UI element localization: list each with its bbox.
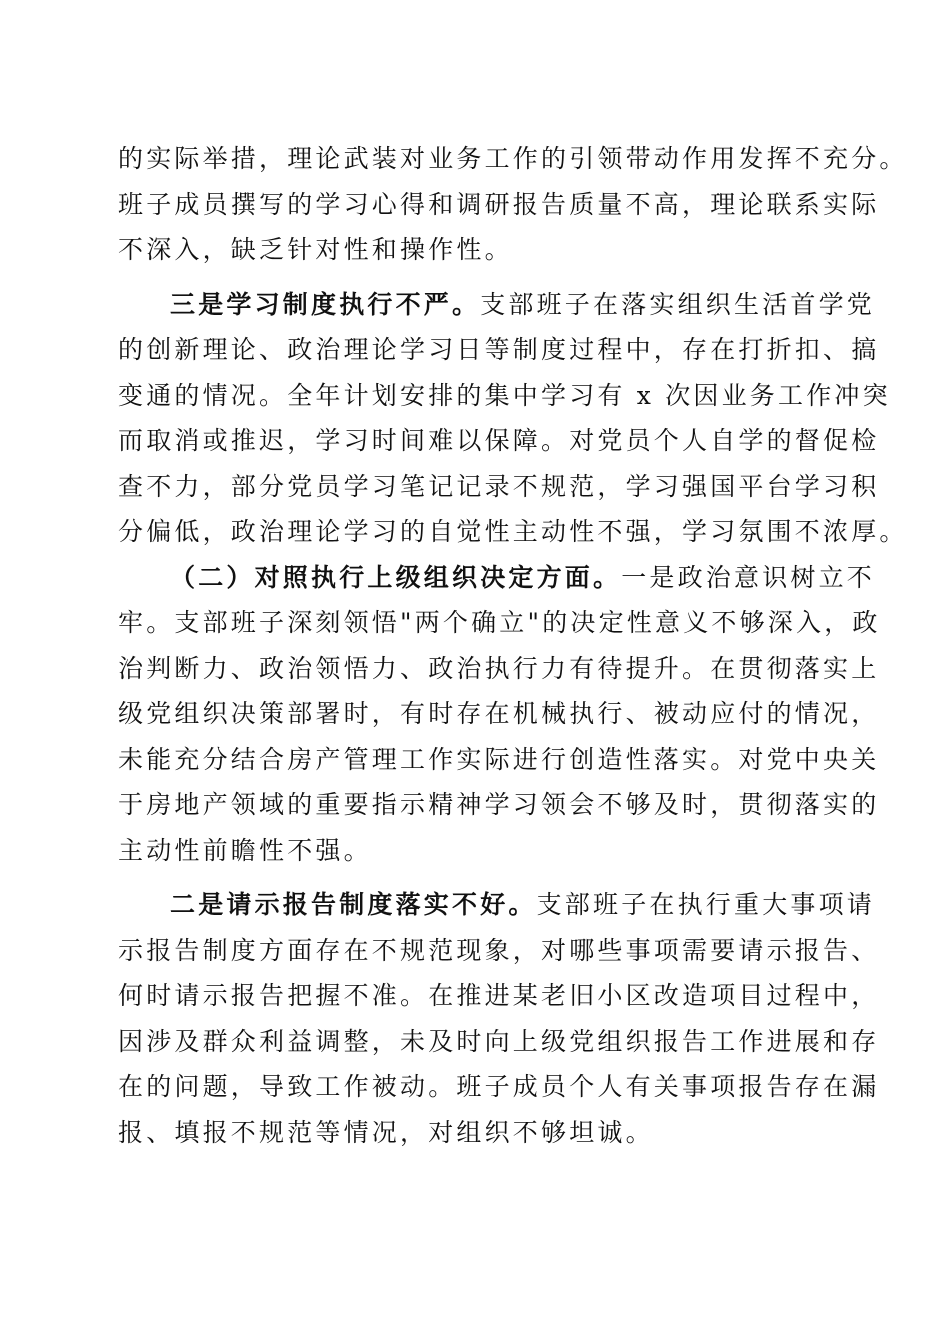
text-line: 治判断力、政治领悟力、政治执行力有待提升。在贯彻落实上: [118, 653, 880, 683]
text-line: 的实际举措，理论武装对业务工作的引领带动作用发挥不充分。: [118, 144, 908, 173]
text-line: 变通的情况。全年计划安排的集中学习有 x 次因业务工作冲突: [118, 380, 891, 410]
text-line: 牢。支部班子深刻领悟"两个确立"的决定性意义不够深入，政: [118, 608, 881, 637]
text-line: 未能充分结合房产管理工作实际进行创造性落实。对党中央关: [118, 744, 880, 774]
text-line: 于房地产领域的重要指示精神学习领会不够及时，贯彻落实的: [118, 790, 880, 819]
text-run: 一是政治意识树立不: [621, 562, 876, 592]
text-line: 班子成员撰写的学习心得和调研报告质量不高，理论联系实际: [118, 189, 880, 219]
text-line: 查不力，部分党员学习笔记记录不规范，学习强国平台学习积: [118, 471, 880, 501]
paragraph-2: [118, 282, 908, 555]
paragraph-4: [118, 882, 880, 1155]
text-line: 示报告制度方面存在不规范现象，对哪些事项需要请示报告、: [118, 935, 880, 965]
text-line: 何时请示报告把握不准。在推进某老旧小区改造项目过程中，: [118, 981, 880, 1010]
text-run: 支部班子在执行重大事项请: [536, 890, 876, 919]
text-line: 而取消或推迟，学习时间难以保障。对党员个人自学的督促检: [118, 426, 880, 455]
text-line: 的创新理论、政治理论学习日等制度过程中，存在打折扣、搞: [118, 335, 880, 364]
text-line: 不深入，缺乏针对性和操作性。: [118, 235, 513, 264]
text-line: 级党组织决策部署时，有时存在机械执行、被动应付的情况，: [118, 699, 880, 728]
text-line: 主动性前瞻性不强。: [118, 835, 372, 865]
text-line: [118, 555, 876, 601]
paragraph-1: [118, 136, 908, 273]
paragraph-heading: 二是请示报告制度落实不好。: [170, 890, 537, 919]
text-line: 分偏低，政治理论学习的自觉性主动性不强，学习氛围不浓厚。: [118, 517, 908, 546]
text-line: 报、填报不规范等情况，对组织不够坦诚。: [118, 1117, 654, 1147]
text-run: 支部班子在落实组织生活首学党: [480, 289, 876, 319]
text-line: [118, 282, 876, 328]
text-line: 在的问题，导致工作被动。班子成员个人有关事项报告存在漏: [118, 1072, 880, 1101]
text-line: 因涉及群众利益调整，未及时向上级党组织报告工作进展和存: [118, 1026, 880, 1056]
document-page: [118, 136, 908, 1155]
paragraph-3: [118, 555, 881, 874]
section-heading: （二）对照执行上级组织决定方面。: [170, 562, 622, 592]
paragraph-heading: 三是学习制度执行不严。: [170, 289, 481, 319]
text-line: [118, 882, 876, 928]
